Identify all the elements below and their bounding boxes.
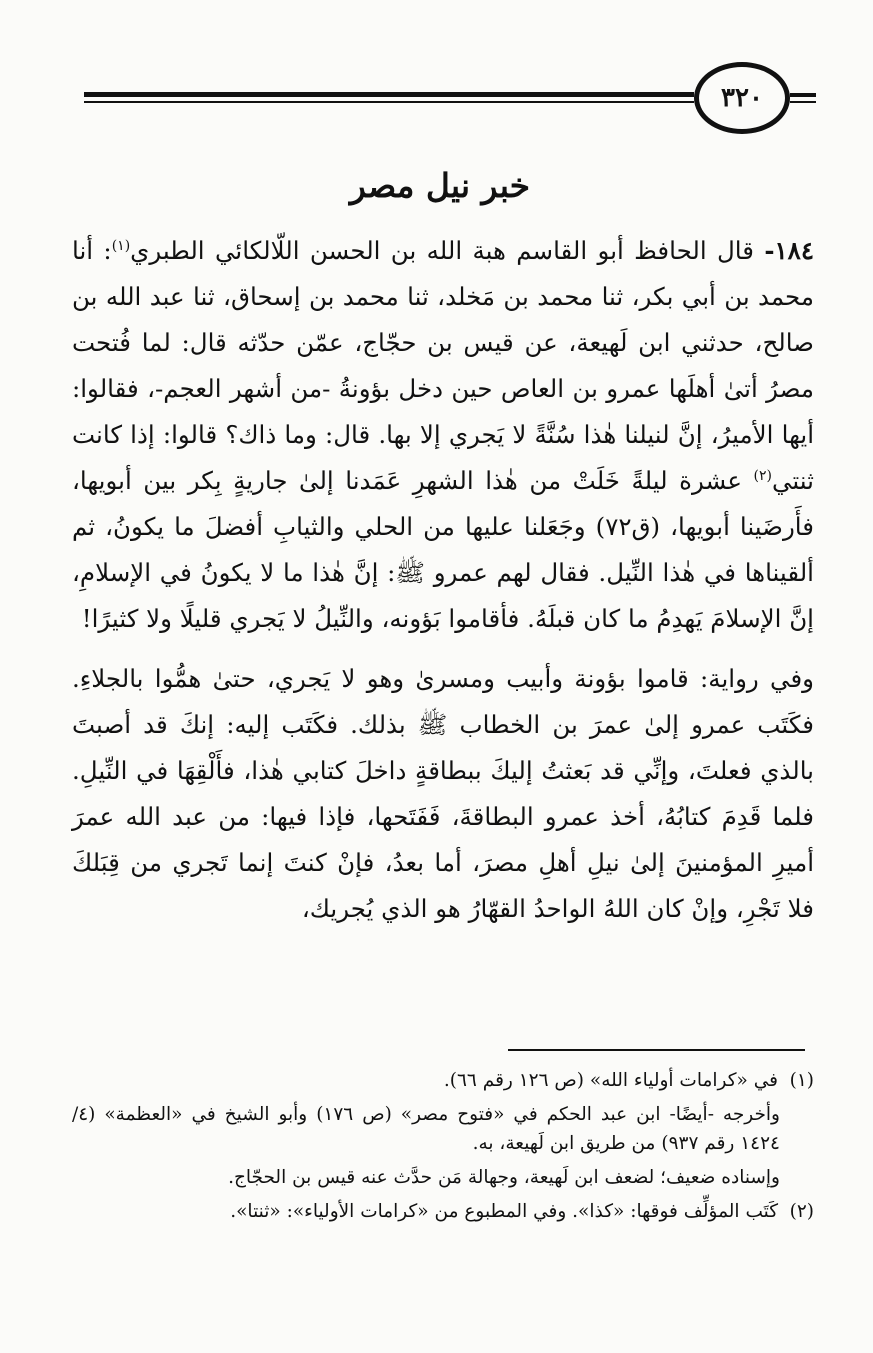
page-number: ٣٢٠	[694, 62, 790, 134]
footnote-separator	[508, 1049, 805, 1051]
section-title: خبر نيل مصر	[349, 166, 531, 205]
footnote-2-text: كَتَب المؤلِّف فوقها: «كذا». وفي المطبوع من «كرامات الأولياء»: «ثنتا».	[230, 1201, 778, 1222]
paragraph-1-text: قال الحافظ أبو القاسم هبة الله بن الحسن اللّالكائي الطبري	[130, 236, 754, 265]
hadith-number: ١٨٤-	[764, 236, 814, 265]
paragraph-2: وفي رواية: قاموا بؤونة وأبيب ومسرىٰ وهو لا يَجري، حتىٰ همُّوا بالجلاءِ. فكَتَب عمرو إلىٰ عمرَ بن الخطاب ﷺ بذلك. فكَتَب إليه: إنكَ قد أصبتَ بالذي فعلتَ، وإنِّي قد بَعثتُ إليكَ ببطاقةٍ داخلَ كتابي هٰذا، فأَلْقِهَا في النِّيلِ. فلما قَدِمَ كتابُهُ، أخذ عمرو البطاقةَ، فَفَتَحها، فإذا فيها: من عبد الله عمرَ أميرِ المؤمنينَ إلىٰ نيلِ أهلِ مصرَ، أما بعدُ، فإنْ كنتَ إنما تَجري من قِبَلكَ فلا تَجْرِ، وإنْ كان اللهُ الواحدُ القهّارُ هو الذي يُجريك،	[72, 664, 814, 923]
paragraph-1	[72, 228, 814, 642]
header-rule	[84, 92, 694, 97]
footnote-ref-2[interactable]: (٢)	[753, 467, 772, 484]
footnote-1-line-1: في «كرامات أولياء الله» (ص ١٢٦ رقم ٦٦).	[443, 1070, 778, 1091]
header-rule-thin	[84, 101, 694, 103]
footnote-1-mark: (١)	[789, 1070, 814, 1091]
footnote-2	[72, 1197, 814, 1226]
footnote-2-mark: (٢)	[789, 1201, 814, 1222]
header-rule-right-thin	[790, 101, 816, 103]
footnote-ref-1[interactable]: (١)	[111, 237, 131, 254]
header-rule-right	[790, 93, 816, 97]
footnote-1	[72, 1066, 814, 1095]
footnote-1-line-3: وإسناده ضعيف؛ لضعف ابن لَهيعة، وجهالة مَن حدَّث عنه قيس بن الحجّاج.	[228, 1167, 780, 1188]
paragraph-1-cont: : أنا محمد بن أبي بكر، ثنا محمد بن مَخلد، ثنا محمد بن إسحاق، ثنا عبد الله بن صالح، حدثني ابن لَهيعة، عن قيس بن حجّاج، عمّن حدّثه قال: لما فُتحت مصرُ أتىٰ أهلَها عمرو بن العاص حين دخل بؤونةُ -من أشهر العجم-، فقالوا: أيها الأميرُ، إنَّ لنيلنا هٰذا سُنَّةً لا يَجري إلا بها. قال: وما ذاك؟ قالوا: إذا كانت ثنتي	[72, 236, 814, 495]
paragraph-1-end: عشرة ليلةً خَلَتْ من هٰذا الشهرِ عَمَدنا إلىٰ جاريةٍ بِكر بين أبويها، فأَرضَينا أبويها، (ق٧٢) وجَعَلنا عليها من الحلي والثيابِ أفضلَ ما يكونُ، ثم ألقيناها في هٰذا النِّيل. فقال لهم عمرو ﷺ: إنَّ هٰذا ما لا يكونُ في الإسلامِ، إنَّ الإسلامَ يَهدِمُ ما كان قبلَهُ. فأقاموا بَؤونه، والنِّيلُ لا يَجري قليلًا ولا كثيرًا!	[72, 466, 814, 633]
main-text	[72, 228, 814, 958]
footnotes	[72, 1066, 814, 1231]
footnote-1-line-2: وأخرجه -أيضًا- ابن عبد الحكم في «فتوح مصر» (ص ١٧٦) وأبو الشيخ في «العظمة» (٤/ ١٤٢٤ رقم ٩٣٧) من طريق ابن لَهيعة، به.	[72, 1104, 780, 1154]
